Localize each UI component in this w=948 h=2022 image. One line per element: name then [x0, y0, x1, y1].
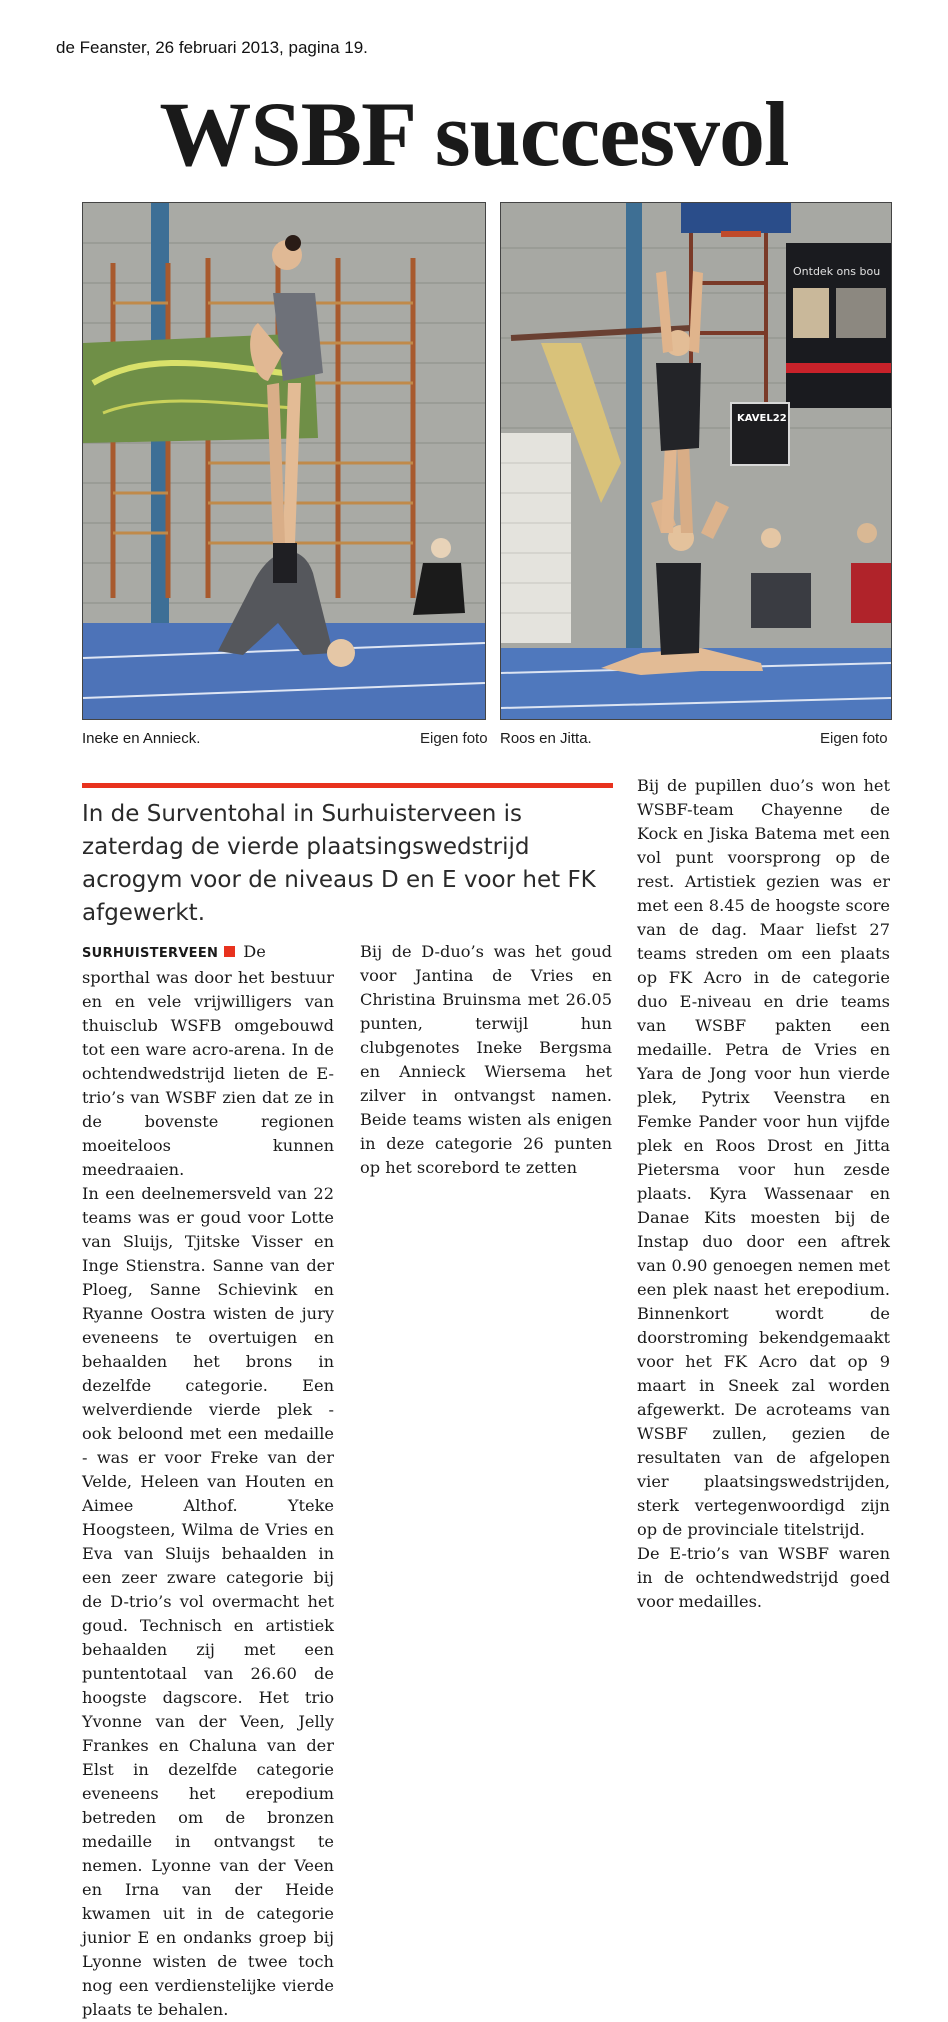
- article-column-3: [637, 774, 890, 1614]
- intro-lead: In de Surventohal in Surhuisterveen is zaterdag de vierde plaatsingswedstrijd acrogym voor de niveaus D en E voor het FK afgewerkt.: [82, 801, 596, 926]
- article-paragraph-1: [82, 940, 334, 1182]
- intro-accent-bar: [82, 783, 613, 788]
- photo-right-illustration: [501, 203, 891, 719]
- source-line: de Feanster, 26 februari 2013, pagina 19.: [56, 38, 368, 57]
- photo-left-illustration: [83, 203, 485, 719]
- article-column-2: [360, 940, 612, 1180]
- photo-ineke-annieck: [82, 202, 486, 720]
- article-paragraph-4: Bij de pupillen duo’s won het WSBF-team Chayenne de Kock en Jiska Batema met een vol punt voorsprong op de rest. Artistiek gezien was er met een 8.45 de hoogste score van de dag. Maar liefst 27 teams streden om een plaats op FK Acro in de categorie duo E-niveau en drie teams van WSBF pakten een medaille. Petra de Vries en Yara de Jong voor hun vierde plek, Pytrix Veenstra en Femke Pander voor hun vijfde plek en Roos Drost en Jitta Pietersma voor hun zesde plaats. Kyra Wassenaar en Danae Kits moesten bij de Instap duo door een aftrek van 0.90 genoegen nemen met een plek naast het erepodium. Binnenkort wordt de doorstroming bekendgemaakt voor het FK Acro dat op 9 maart in Sneek zal worden afgewerkt. De acroteams van WSBF zullen, gezien de resultaten van de afgelopen vier plaatsingswedstrijden, sterk vertegenwoordigd zijn op de provinciale titelstrijd.: [637, 776, 890, 1539]
- credit-left: Eigen foto: [420, 730, 488, 747]
- paragraph-text-1: De sporthal was door het bestuur en en vele vrijwilligers van thuisclub WSFB omgebouwd tot een ware acro-arena. In de ochtendwedstrijd lieten de E-trio’s van WSBF zien dat ze in de bovenste regionen moeiteloos kunnen meedraaien.: [82, 942, 334, 1179]
- photo-roos-jitta: [500, 202, 892, 720]
- caption-left: Ineke en Annieck.: [82, 730, 201, 747]
- article-paragraph-5: De E-trio’s van WSBF waren in de ochtendwedstrijd goed voor medailles.: [637, 1544, 890, 1611]
- dateline-square-icon: [224, 946, 235, 957]
- board-text: KAVEL22: [737, 413, 787, 424]
- credit-right: Eigen foto: [820, 730, 888, 747]
- caption-right: Roos en Jitta.: [500, 730, 592, 747]
- article-paragraph-2: In een deelnemersveld van 22 teams was er goud voor Lotte van Sluijs, Tjitske Visser en Inge Stienstra. Sanne van der Ploeg, Sanne Schievink en Ryanne Oostra wisten de jury eveneens te overtuigen en behaalden het brons in dezelfde categorie. Een welverdiende vierde plek - ook beloond met een medaille - was er voor Freke van der Velde, Heleen van Houten en Aimee Althof. Yteke Hoogsteen, Wilma de Vries en Eva van Sluijs behaalden in een zeer zware categorie bij de D-trio’s vol overmacht het goud. Technisch en artistiek behaalden zij met een puntentotaal van 26.60 de hoogste dagscore. Het trio Yvonne van der Veen, Jelly Frankes en Chaluna van der Elst in dezelfde categorie eveneens het erepodium betreden om de bronzen medaille in ontvangst te nemen. Lyonne van der Veen en Irna van der Heide kwamen uit in de categorie junior E en ondanks groep bij Lyonne wisten de twee toch nog een verdienstelijke vierde plaats te behalen.: [82, 1184, 334, 2019]
- dateline: SURHUISTERVEEN: [82, 946, 219, 961]
- sign-text: Ontdek ons bou: [793, 265, 881, 278]
- article-column-1: [82, 940, 334, 2019]
- article-paragraph-3: Bij de D-duo’s was het goud voor Jantina de Vries en Christina Bruinsma met 26.05 punten, terwijl hun clubgenotes Ineke Bergsma en Annieck Wiersema het zilver in ontvangst namen. Beide teams wisten als enigen in deze categorie 26 punten op het scorebord te zetten: [360, 942, 612, 1177]
- headline: WSBF succesvol: [159, 83, 789, 185]
